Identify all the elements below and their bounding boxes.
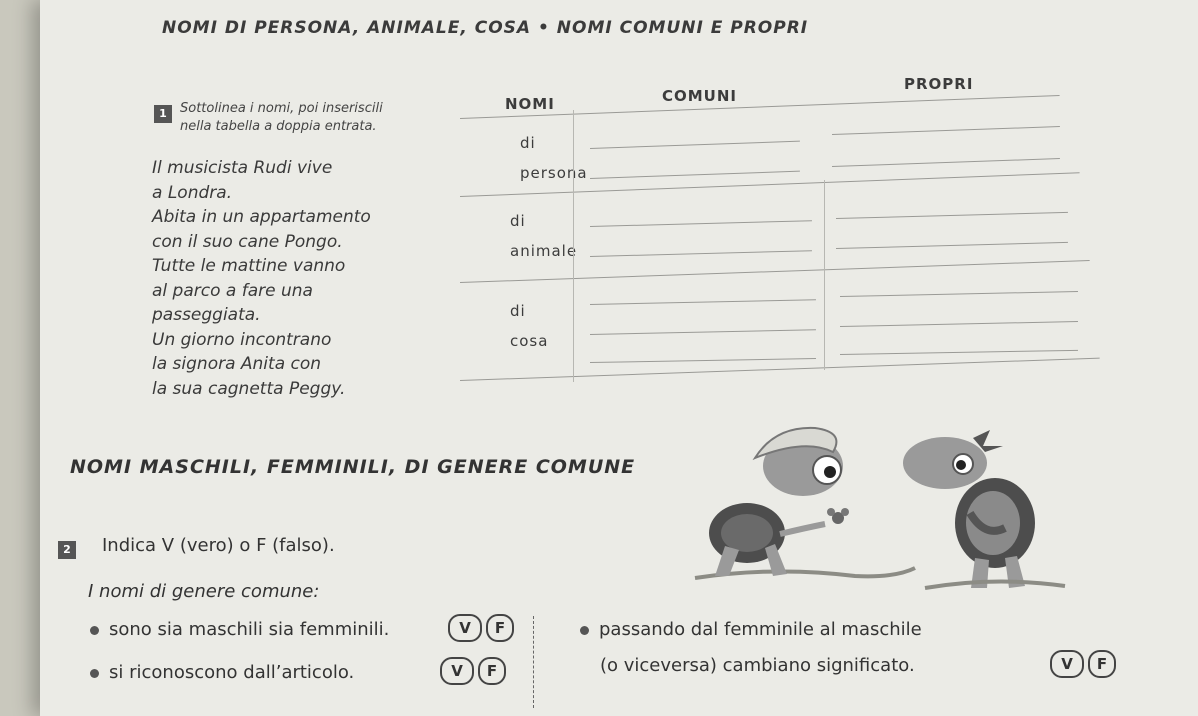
true-option[interactable]: V: [440, 657, 474, 685]
row-label-line: di: [510, 302, 526, 320]
story-text: [152, 156, 371, 401]
statement-text: sono sia maschili sia femminili.: [109, 619, 390, 640]
exercise-2-number: [58, 538, 76, 559]
statement-2: [90, 662, 354, 683]
table-row-cosa-label: [510, 296, 548, 356]
worksheet-page: [40, 0, 1198, 716]
row-label-line: persona: [520, 164, 588, 182]
false-option[interactable]: F: [1088, 650, 1116, 678]
statement-2-answer: [440, 657, 506, 685]
row-label-line: cosa: [510, 332, 549, 350]
answer-line[interactable]: [590, 329, 816, 335]
turtles-illustration: [655, 418, 1075, 608]
exercise-2-badge: 2: [58, 541, 76, 559]
story-line: Abita in un appartamento: [152, 207, 371, 227]
table-column-divider: [573, 110, 574, 382]
row-label-line: animale: [510, 242, 578, 260]
exercise-2-intro: I nomi di genere comune:: [88, 581, 320, 602]
answer-line[interactable]: [590, 250, 812, 257]
answer-line[interactable]: [832, 126, 1060, 135]
story-line: passeggiata.: [152, 305, 261, 325]
turtle-with-hat-icon: [695, 428, 915, 578]
story-line: con il suo cane Pongo.: [152, 231, 343, 252]
true-option[interactable]: V: [1050, 650, 1084, 678]
story-line: a Londra.: [152, 182, 233, 203]
story-line: Il musicista Rudi vive: [152, 158, 333, 178]
answer-line[interactable]: [840, 350, 1078, 355]
answer-line[interactable]: [590, 358, 816, 363]
story-line: al parco a fare una: [152, 280, 313, 301]
statement-text: si riconoscono dall’articolo.: [109, 662, 355, 683]
section-2-title: NOMI MASCHILI, FEMMINILI, DI GENERE COMUNE: [70, 456, 636, 478]
exercise-1-badge: 1: [154, 105, 172, 123]
table-row-persona-label: [520, 128, 588, 188]
row-label-line: di: [520, 134, 536, 152]
answer-line[interactable]: [836, 212, 1068, 219]
story-line: la sua cagnetta Peggy.: [152, 378, 346, 399]
answer-line[interactable]: [590, 171, 800, 179]
story-line: Un giorno incontrano: [152, 329, 332, 350]
table-bottom-line: [460, 358, 1100, 381]
section-1-title: NOMI DI PERSONA, ANIMALE, COSA • NOMI COMUNI E PROPRI: [162, 18, 809, 38]
row-label-line: di: [510, 212, 526, 230]
bullet-icon: [90, 626, 99, 635]
exercise-2-instruction: Indica V (vero) o F (falso).: [102, 535, 335, 556]
column-separator: [533, 616, 534, 708]
statement-text: passando dal femminile al maschile: [599, 619, 922, 640]
table-row-animale-label: [510, 206, 577, 266]
false-option[interactable]: F: [478, 657, 506, 685]
exercise-1-instruction-line1: Sottolinea i nomi, poi inseriscili: [180, 101, 383, 116]
story-line: Tutte le mattine vanno: [152, 256, 346, 276]
true-option[interactable]: V: [448, 614, 482, 642]
answer-line[interactable]: [590, 299, 816, 305]
answer-line[interactable]: [590, 220, 812, 227]
false-option[interactable]: F: [486, 614, 514, 642]
statement-3-continued: (o viceversa) cambiano significato.: [600, 655, 915, 676]
table-header-comuni: COMUNI: [662, 87, 738, 105]
story-line: la signora Anita con: [152, 354, 322, 374]
answer-line[interactable]: [590, 141, 800, 149]
answer-line[interactable]: [836, 242, 1068, 249]
turtle-with-bow-icon: [903, 430, 1065, 588]
statement-3-answer: [1050, 650, 1116, 678]
answer-line[interactable]: [840, 291, 1078, 297]
statement-3: [580, 619, 922, 640]
table-header-nomi: NOMI: [505, 95, 555, 113]
statement-1: [90, 619, 389, 640]
exercise-1-instruction-line2: nella tabella a doppia entrata.: [180, 119, 377, 134]
statement-1-answer: [448, 614, 514, 642]
table-header-propri: PROPRI: [904, 75, 974, 93]
bullet-icon: [580, 626, 589, 635]
bullet-icon: [90, 669, 99, 678]
answer-line[interactable]: [832, 158, 1060, 167]
answer-line[interactable]: [840, 321, 1078, 327]
exercise-1-number: [154, 102, 172, 123]
table-column-divider: [824, 180, 825, 370]
